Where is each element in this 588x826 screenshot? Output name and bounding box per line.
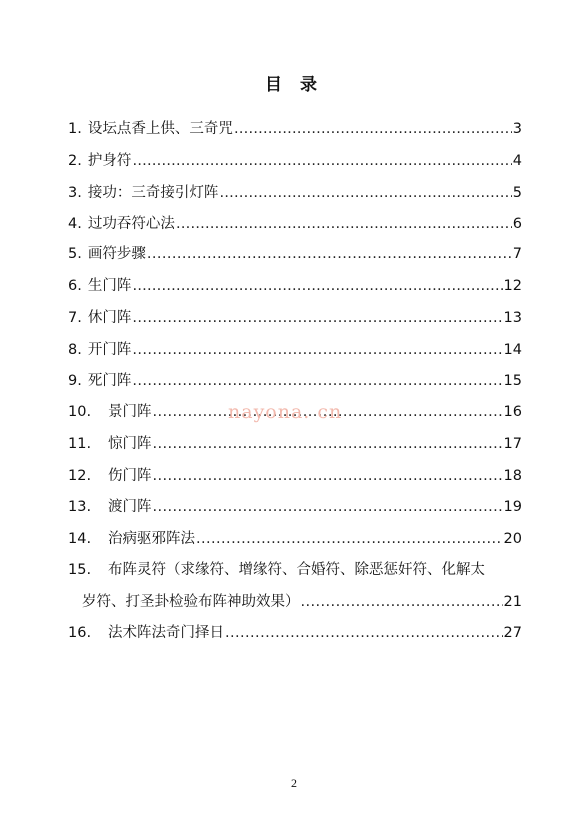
toc-entry-number: 8. xyxy=(68,342,82,358)
toc-entry-number: 7. xyxy=(68,310,82,326)
toc-leader-dots xyxy=(153,465,503,487)
toc-entry-page: 5 xyxy=(512,185,522,201)
toc-entry-8[interactable] xyxy=(68,339,522,361)
toc-entry-page: 3 xyxy=(512,121,522,137)
toc-entry-14[interactable] xyxy=(68,528,522,550)
toc-leader-dots xyxy=(132,307,502,329)
toc-entry-15[interactable] xyxy=(68,559,522,581)
toc-entry-number: 5. xyxy=(68,246,82,262)
toc-leader-dots xyxy=(301,591,503,613)
toc-leader-dots xyxy=(176,213,512,235)
toc-entry-7[interactable] xyxy=(68,307,522,329)
toc-entry-5[interactable] xyxy=(68,243,522,265)
toc-leader-dots xyxy=(153,433,503,455)
toc-entry-4[interactable] xyxy=(68,213,522,235)
toc-entry-label: 景门阵 xyxy=(108,404,152,420)
toc-leader-dots xyxy=(196,528,503,550)
toc-entry-number: 3. xyxy=(68,185,82,201)
toc-entry-number: 12. xyxy=(68,468,92,484)
toc-entry-page: 21 xyxy=(503,594,522,610)
toc-entry-9[interactable] xyxy=(68,370,522,392)
toc-entry-number: 9. xyxy=(68,373,82,389)
toc-entry-number: 1. xyxy=(68,121,82,137)
toc-entry-page: 17 xyxy=(503,436,522,452)
toc-entry-label: 画符步骤 xyxy=(87,246,146,262)
toc-entry-label: 伤门阵 xyxy=(108,468,152,484)
toc-entry-label: 生门阵 xyxy=(87,278,132,294)
toc-entry-number: 11. xyxy=(68,436,92,452)
toc-leader-dots xyxy=(234,118,512,140)
toc-entry-number: 2. xyxy=(68,153,82,169)
toc-entry-number: 13. xyxy=(68,499,92,515)
toc-leader-dots xyxy=(153,496,503,518)
toc-leader-dots xyxy=(132,150,511,172)
toc-entry-6[interactable] xyxy=(68,275,522,297)
toc-entry-2[interactable] xyxy=(68,150,522,172)
toc-entry-page: 27 xyxy=(503,625,522,641)
toc-entry-label: 治病驱邪阵法 xyxy=(108,531,195,547)
toc-entry-label: 设坛点香上供、三奇咒 xyxy=(87,121,233,137)
toc-entry-label: 布阵灵符（求缘符、增缘符、合婚符、除恶惩奸符、化解太 xyxy=(108,562,485,578)
toc-entry-16[interactable] xyxy=(68,622,522,644)
watermark-text: nayona. cn xyxy=(228,401,343,423)
toc-leader-dots xyxy=(219,182,511,204)
toc-entry-page: 6 xyxy=(512,216,522,232)
toc-entry-page: 16 xyxy=(503,404,522,420)
toc-entry-15-continuation[interactable] xyxy=(82,591,522,613)
toc-entry-1[interactable] xyxy=(68,118,522,140)
toc-entry-number: 6. xyxy=(68,278,82,294)
toc-leader-dots xyxy=(132,339,502,361)
toc-entry-page: 15 xyxy=(503,373,522,389)
toc-entry-page: 14 xyxy=(503,342,522,358)
toc-entry-label: 护身符 xyxy=(87,153,132,169)
toc-entry-label: 过功吞符心法 xyxy=(87,216,175,232)
toc-entry-number: 4. xyxy=(68,216,82,232)
toc-entry-page: 13 xyxy=(503,310,522,326)
toc-entry-page: 18 xyxy=(503,468,522,484)
toc-entry-label: 接功：三奇接引灯阵 xyxy=(87,185,219,201)
toc-leader-dots xyxy=(132,275,502,297)
toc-entry-13[interactable] xyxy=(68,496,522,518)
toc-entry-page: 12 xyxy=(503,278,522,294)
toc-leader-dots xyxy=(225,622,503,644)
toc-entry-label: 渡门阵 xyxy=(108,499,152,515)
toc-entry-page: 20 xyxy=(503,531,522,547)
toc-entry-number: 16. xyxy=(68,625,92,641)
toc-entry-3[interactable] xyxy=(68,182,522,204)
toc-entry-12[interactable] xyxy=(68,465,522,487)
toc-entry-label: 惊门阵 xyxy=(108,436,152,452)
toc-entry-label: 法术阵法奇门择日 xyxy=(108,625,224,641)
toc-entry-label: 开门阵 xyxy=(87,342,132,358)
toc-leader-dots xyxy=(147,243,512,265)
toc-entry-label: 死门阵 xyxy=(87,373,132,389)
toc-entry-number: 15. xyxy=(68,562,92,578)
page-number: 2 xyxy=(291,776,297,790)
toc-entry-number: 14. xyxy=(68,531,92,547)
toc-entry-11[interactable] xyxy=(68,433,522,455)
toc-entry-page: 19 xyxy=(503,499,522,515)
toc-entry-page: 7 xyxy=(512,246,522,262)
toc-entry-label: 休门阵 xyxy=(87,310,132,326)
toc-entry-label-continued: 岁符、打圣卦检验布阵神助效果） xyxy=(82,594,300,610)
page-title: 目 录 xyxy=(265,75,323,95)
toc-entry-number: 10. xyxy=(68,404,92,420)
toc-entry-page: 4 xyxy=(512,153,522,169)
toc-leader-dots xyxy=(132,370,502,392)
